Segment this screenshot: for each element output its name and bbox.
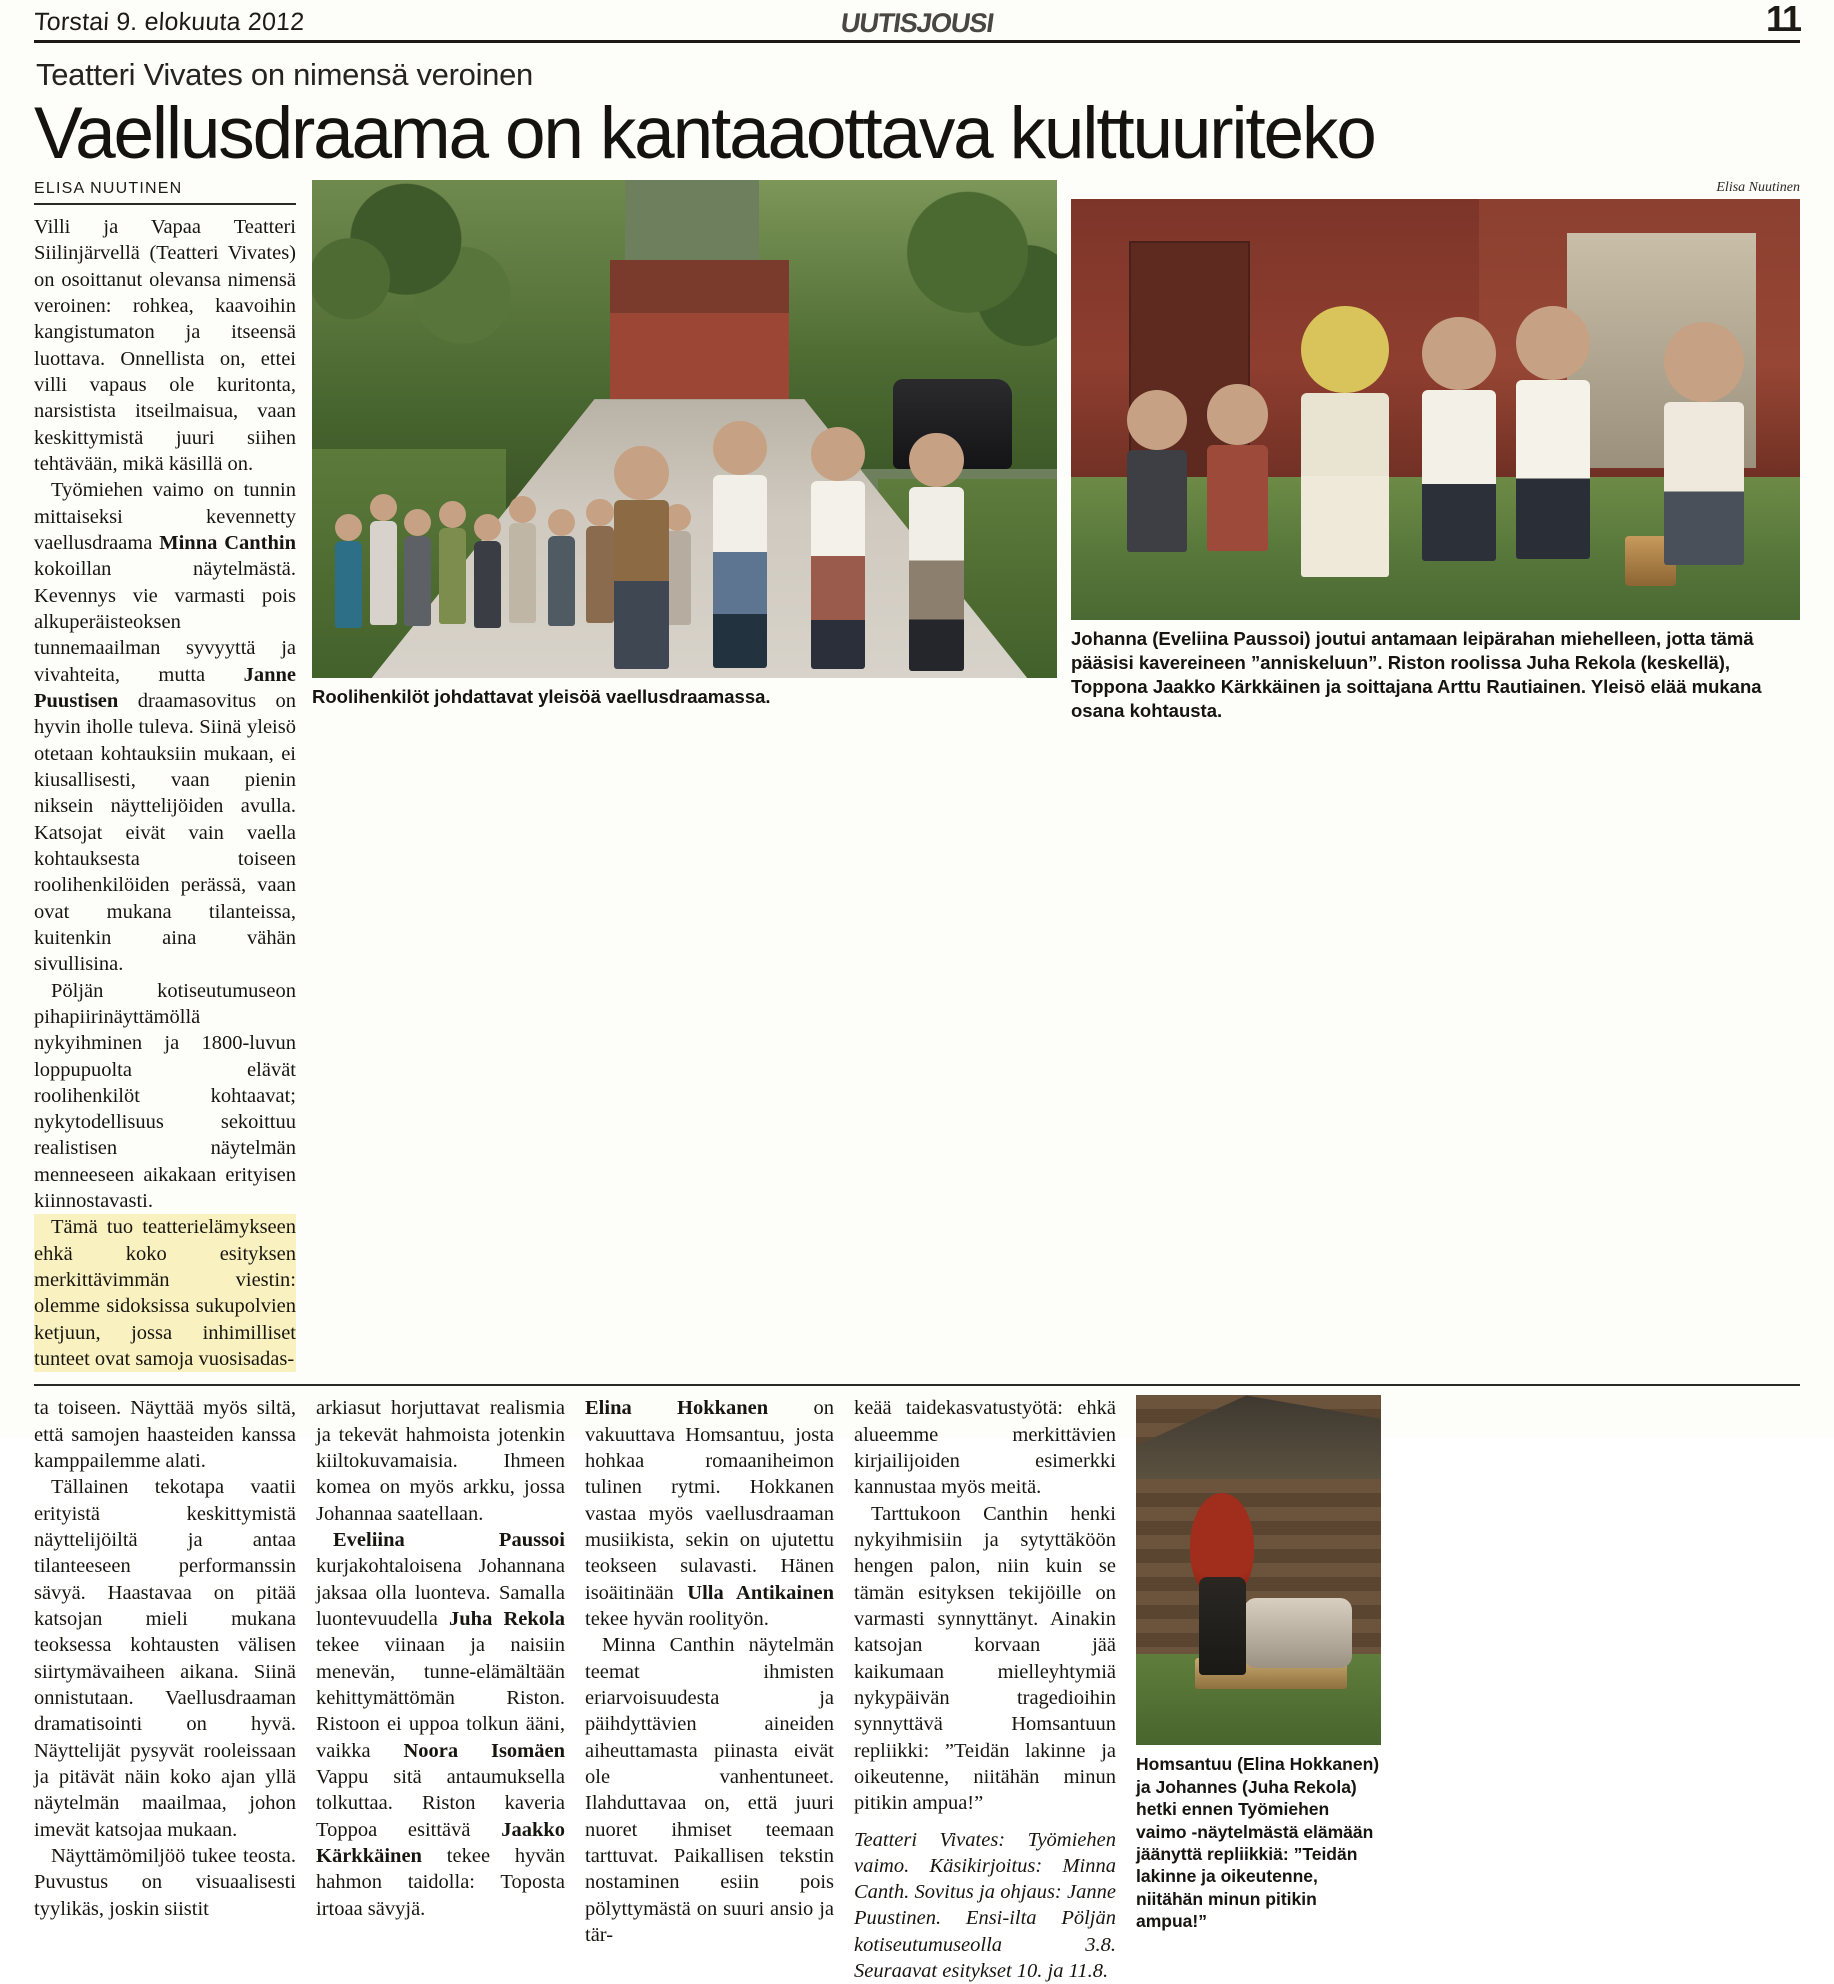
musician-guitar bbox=[1664, 322, 1744, 536]
byline: ELISA NUUTINEN bbox=[34, 180, 296, 205]
torso bbox=[439, 528, 466, 624]
c2-p2-d: tekee viinaan ja naisiin menevän, tunne-elämältään kehittymättömän Riston. Ristoon ei uppoa tolkun ääni, vaikka bbox=[316, 1634, 565, 1762]
lead-column bbox=[34, 180, 296, 1372]
torso bbox=[909, 487, 963, 670]
yard-scene bbox=[1071, 199, 1800, 620]
lead-body bbox=[34, 214, 296, 1372]
head bbox=[909, 433, 963, 487]
head bbox=[404, 509, 431, 536]
lead-paragraph-1: Villi ja Vapaa Teatteri Siilinjärvellä (Teatteri Vivates) on osoittanut olevansa nimensä veroinen: rohkea, kaavoihin kangistumaton ja itseensä luottava. Onnellista on, ettei villi vapaus ole kuritonta, narsistista itseilmaisua, vaan keskittymistä juuri siihen tehtävään, mikä käsillä on. bbox=[34, 216, 296, 475]
c1-p3: Näyttämömiljöö tukee teosta. Puvustus on visuaalisesti tyylikäs, joskin siistit bbox=[34, 1845, 296, 1920]
yard-figures bbox=[1100, 275, 1771, 536]
person bbox=[404, 509, 431, 638]
name-jaakko-karkkainen: Jaakko Kärkkäinen bbox=[316, 1818, 565, 1868]
caption-yard: Johanna (Eveliina Paussoi) joutui antamaan leipärahan miehelleen, jotta tämä pääsisi kavereineen ”anniskeluun”. Riston roolissa Juha Rekola (keskellä), Toppona Jaakko Kärkkäinen ja soittajana Arttu Rautiainen. Yleisö elää mukana osana kohtausta. bbox=[1071, 628, 1762, 722]
torso bbox=[1422, 390, 1496, 561]
actor-brown-dress bbox=[614, 446, 668, 668]
torso bbox=[1199, 1577, 1246, 1675]
photo-credit: Elisa Nuutinen bbox=[1716, 180, 1800, 195]
torso bbox=[404, 536, 431, 627]
lead-paragraph-4: Tämä tuo teatterielämykseen ehkä koko esityksen merkittävimmän viestin: olemme sidoksissa sukupolvien ketjuun, jossa inhimilliset tunteet ovat samoja vuosisadas- bbox=[34, 1214, 296, 1372]
lead-paragraph-2 bbox=[34, 477, 296, 977]
torso bbox=[335, 541, 362, 628]
person bbox=[509, 496, 536, 638]
c3-p1-b: on vakuuttava Homsantuu, josta hohkaa romaaniheimon tulinen rytmi. Hokkanen vastaa myös vaellusdraaman musiikista, sekin on ujutettu teokseen sulavasti. Hänen isoäitinään bbox=[585, 1397, 834, 1604]
head-scarf bbox=[1301, 306, 1388, 393]
caption-homsantuu: Homsantuu (Elina Hokkanen) ja Johannes (Juha Rekola) hetki ennen Työmiehen vaimo -näytelmästä elämään jäänyttä repliikkiä: ”Teidän lakinne ja oikeutenne, niitähän minun pitikin ampua!” bbox=[1136, 1754, 1380, 1932]
c1-p2: Tällainen tekotapa vaatii erityistä keskittymistä näyttelijöiltä ja antaa tilanteeseen performanssin sävyä. Haastavaa on pitää katsojan mieli mukana teoksessa kohtausten välisen siirtymävaiheen aikana. Siinä onnistutaan. Vaellusdraaman dramatisointi on hyvä. Näyttelijät pysyvät rooleissaan ja pitävät näin koko ajan yllä näytelmän maailmaa, johon imevät katsojaa mukaan. bbox=[34, 1476, 296, 1841]
person bbox=[439, 501, 466, 638]
name-minna-canth: Minna Canthin bbox=[159, 531, 296, 554]
torso bbox=[370, 521, 397, 625]
torso bbox=[509, 523, 536, 622]
column-3 bbox=[585, 1395, 834, 1948]
publication-date: Torstai 9. elokuuta 2012 bbox=[33, 8, 306, 36]
person bbox=[370, 494, 397, 638]
c4-p1: keää taidekasvatustyötä: ehkä alueemme merkittävien kirjailijoiden esimerkki kannustaa myös meitä. bbox=[854, 1397, 1116, 1499]
photo-yard bbox=[1071, 199, 1800, 620]
homsantuu-scene bbox=[1136, 1395, 1381, 1745]
head bbox=[1207, 384, 1267, 444]
c2-p1: arkiasut horjuttavat realismia ja tekevät hahmoista jotenkin kiiltokuvamaisia. Ihmeen komea on myös arkku, jossa Johannaa saatellaan. bbox=[316, 1397, 565, 1525]
lead-p2-e: draamasovitus on hyvin iholle tuleva. Siinä yleisö otetaan kohtauksiin mukaan, ei kiusallisesti, vaan pienin niksein näyttelijöiden avulla. Katsojat eivät vain vaella kohtauksesta toiseen roolihenkilöiden perässä, vaan ovat mukana tilanteissa, kuitenkin aina vähän sivullisina. bbox=[34, 689, 296, 976]
paper-name: UUTISJOUSI bbox=[838, 8, 996, 38]
torso bbox=[1127, 450, 1187, 552]
actor-blue-skirt bbox=[713, 421, 767, 668]
torso bbox=[614, 500, 668, 669]
page-title: Vaellusdraama on kantaaottava kulttuuriteko bbox=[34, 93, 1375, 174]
photo-procession bbox=[312, 180, 1057, 678]
masthead bbox=[34, 0, 1800, 43]
head bbox=[614, 446, 668, 500]
torso bbox=[1516, 380, 1590, 559]
actor-johanna bbox=[1301, 306, 1388, 536]
actor-toppo bbox=[1516, 306, 1590, 536]
name-janne-puustinen: Janne Puustisen bbox=[34, 663, 296, 712]
c2-p2-b: kurjakohtaloisena Johannana jaksaa olla luonteva. Samalla luontevuudella bbox=[316, 1555, 565, 1631]
column-5-photo bbox=[1136, 1395, 1381, 1932]
c2-p2-h: tekee hyvän hahmon taidolla: Toposta irtoaa sävyjä. bbox=[316, 1845, 565, 1920]
seated-man bbox=[1127, 390, 1187, 536]
person bbox=[474, 514, 501, 639]
caption-procession: Roolihenkilöt johdattavat yleisöä vaellusdraamassa. bbox=[312, 686, 771, 707]
c3-p1 bbox=[585, 1395, 834, 1632]
column-1 bbox=[34, 1395, 296, 1922]
lead-p2-a: Työmiehen vaimo on tunnin mittaiseksi kevennetty vaellusdraama bbox=[34, 479, 296, 554]
actor-johannes-lying bbox=[1244, 1598, 1352, 1668]
lead-p2-c: kokoillan näytelmästä. Kevennys vie varmasti pois alkuperäisteoksen tunnemaailman syvyyttä ja vivahteita, mutta bbox=[34, 558, 296, 686]
name-eveliina-paussoi: Eveliina Paussoi bbox=[333, 1529, 565, 1552]
head bbox=[1516, 306, 1590, 380]
torso bbox=[1207, 445, 1267, 551]
actor-dark-skirt bbox=[909, 433, 963, 668]
column-4 bbox=[854, 1395, 1116, 1984]
name-ulla-antikainen: Ulla Antikainen bbox=[687, 1581, 835, 1604]
main-photo-block bbox=[312, 180, 1057, 723]
head bbox=[1422, 317, 1496, 391]
head bbox=[811, 427, 865, 481]
torso bbox=[811, 481, 865, 669]
head bbox=[474, 514, 501, 541]
procession-scene bbox=[312, 180, 1057, 678]
photo-homsantuu bbox=[1136, 1395, 1381, 1745]
photo-area bbox=[312, 180, 1800, 723]
actor-homsantuu bbox=[1190, 1493, 1254, 1675]
person bbox=[335, 514, 362, 639]
head bbox=[509, 496, 536, 523]
c2-p2-f: Vappu sitä antaumuksella tolkuttaa. Riston kaveria Toppoa esittävä bbox=[316, 1766, 565, 1841]
c1-p1: ta toiseen. Näyttää myös siltä, että samojen haasteiden kanssa kamppailemme alati. bbox=[34, 1397, 296, 1473]
article-columns bbox=[34, 1395, 1800, 1984]
head bbox=[1664, 322, 1744, 402]
torso bbox=[474, 541, 501, 628]
right-photo-column bbox=[1071, 180, 1800, 723]
c3-p2: Minna Canthin näytelmän teemat ihmisten eriarvoisuudesta ja päihdyttävien aineiden aiheuttamasta piinasta eivät ole vanhentuneet. Ilahduttavaa on, että juuri nuoret ihmiset teemaan tarttuvat. Paikallisen tekstin nostaminen esiin pois pölyttymästä on suuri ansio ja tär- bbox=[585, 1634, 834, 1946]
actor-risto bbox=[1422, 317, 1496, 536]
c3-p1-d: tekee hyvän roolityön. bbox=[585, 1608, 769, 1631]
name-elina-hokkanen: Elina Hokkanen bbox=[585, 1397, 769, 1420]
actors-group bbox=[565, 359, 1057, 668]
c2-p2 bbox=[316, 1527, 565, 1922]
columns-divider bbox=[34, 1384, 1800, 1386]
production-info: Teatteri Vivates: Työmiehen vaimo. Käsikirjoitus: Minna Canth. Sovitus ja ohjaus: Janne Puustinen. Ensi-ilta Pöljän kotiseutumuseolla 3.8. Seuraavat esitykset 10. ja 11.8. bbox=[854, 1828, 1116, 1982]
c4-p2: Tarttukoon Canthin henki nykyihmisiin ja sytyttäköön hengen palon, niin kuin se tämän esityksen tekijöille on varmasti synnyttänyt. Ainakin katsojan korvaan jää kaikumaan mielleyhtymiä nykypäivän tragedioihin synnyttävä Homsantuun repliikki: ”Teidän lakinne ja oikeutenne, niitähän minun pitikin ampua!” bbox=[854, 1502, 1116, 1815]
name-noora-isomaki: Noora Isomäen bbox=[403, 1739, 565, 1762]
torso bbox=[713, 475, 767, 668]
head bbox=[1127, 390, 1187, 450]
article-kicker: Teatteri Vivates on nimensä veroinen bbox=[36, 57, 533, 92]
top-area bbox=[34, 180, 1800, 1372]
lead-paragraph-3: Pöljän kotiseutumuseon pihapiirinäyttämöllä nykyihminen ja 1800-luvun loppupuolta elävät roolihenkilöt kohtaavat; nykytodellisuus sekoittuu realistisen näytelmän menneeseen aikakaan erityisen kiinnostavasti. bbox=[34, 979, 296, 1213]
seated-woman bbox=[1207, 384, 1267, 535]
page-number: 11 bbox=[1765, 0, 1800, 39]
actor-striped-skirt bbox=[811, 427, 865, 668]
head bbox=[370, 494, 397, 521]
column-2 bbox=[316, 1395, 565, 1922]
torso bbox=[1664, 402, 1744, 565]
head bbox=[713, 421, 767, 475]
head bbox=[439, 501, 466, 528]
name-juha-rekola: Juha Rekola bbox=[449, 1608, 565, 1631]
head bbox=[335, 514, 362, 541]
torso bbox=[1301, 393, 1388, 577]
